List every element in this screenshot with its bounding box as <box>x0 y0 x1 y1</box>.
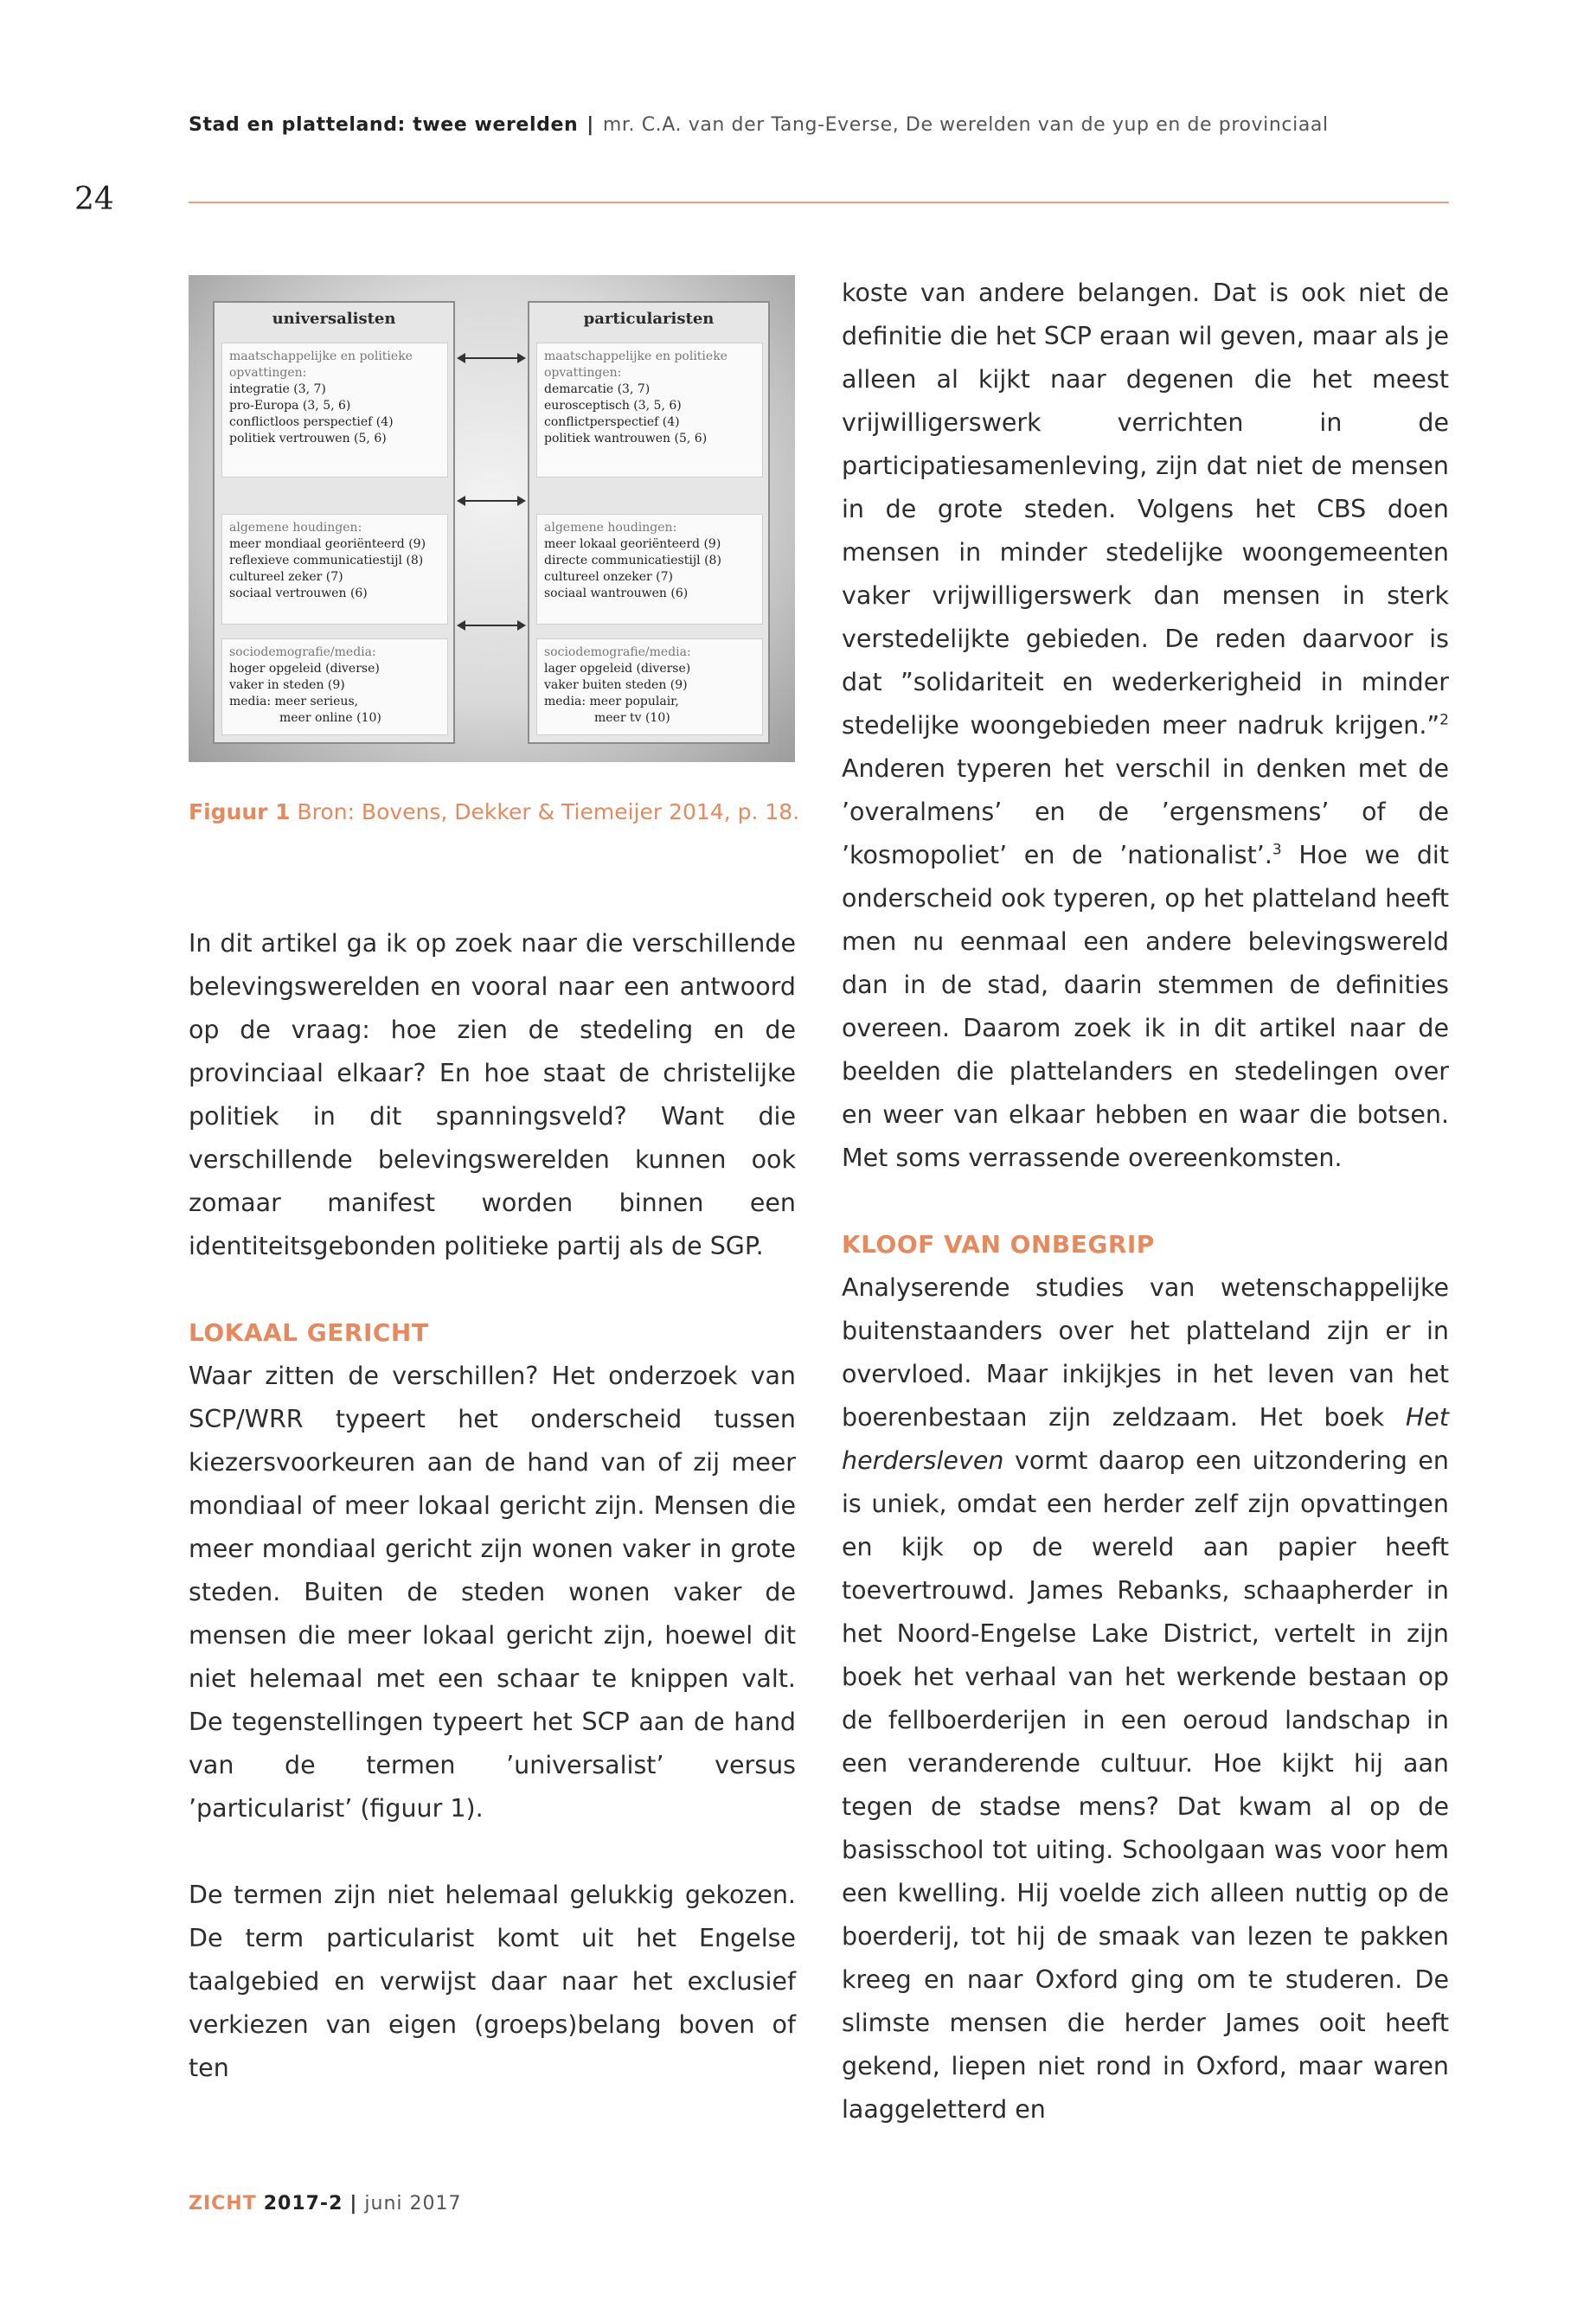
box-label: sociodemografie/media: <box>229 645 376 659</box>
running-header <box>189 114 1329 136</box>
box-item: conflictperspectief (4) <box>544 415 680 429</box>
universalists-column <box>213 301 455 744</box>
box-item: lager opgeleid (diverse) <box>544 662 691 676</box>
intro-paragraph: In dit artikel ga ik op zoek naar die verschillende belevingswerelden en vooral naar een antwoord op de vraag: hoe zien de stedeling en de provinciaal elkaar? En hoe staat de christelijke politiek in dit spanningsveld? Want die verschillende belevingswerelden kunnen ook zomaar manifest worden binnen een identiteitsgebonden politieke partij als de SGP. <box>189 929 796 1260</box>
left-column-body <box>189 922 796 2090</box>
box-label: sociodemografie/media: <box>544 645 691 659</box>
box-label: algemene houdingen: <box>229 521 362 535</box>
box-item: politiek vertrouwen (5, 6) <box>229 432 387 445</box>
particularists-opinions-box <box>536 343 763 478</box>
box-item: directe communicatiestijl (8) <box>544 554 721 567</box>
text-run: koste van andere belangen. Dat is ook niet de definitie die het SCP eraan wil geven, maar als je alleen al kijkt naar degenen die het meest vrijwilligerswerk verrichten in de participatiesamenleving, zijn dat niet de mensen in de grote steden. Volgens het CBS doen mensen in minder stedelijke woongemeenten vaker vrijwilligerswerk dan mensen in sterk verstedelijkte gebieden. De reden daarvoor is dat ”solidariteit en wederkerigheid in minder stedelijke woongebieden meer nadruk krijgen.” <box>842 279 1449 740</box>
book-title: Het herdersleven <box>842 1403 1449 1475</box>
box-item: eurosceptisch (3, 5, 6) <box>544 399 682 413</box>
footnote-ref: 3 <box>1272 841 1282 859</box>
footnote-ref: 2 <box>1439 711 1449 729</box>
section-heading-kloof-van-onbegrip: KLOOF VAN ONBEGRIP <box>842 1230 1155 1259</box>
double-arrow-icon <box>458 625 524 626</box>
box-item: conflictloos perspectief (4) <box>229 415 394 429</box>
box-item: meer tv (10) <box>594 711 670 725</box>
article-reference: mr. C.A. van der Tang-Everse, De werelden van de yup en de provinciaal <box>602 114 1329 136</box>
page-footer <box>189 2193 462 2214</box>
right-column-body <box>842 272 1449 2131</box>
footer-separator: | <box>349 2193 358 2214</box>
series-title: Stad en platteland: twee werelden <box>189 114 579 136</box>
box-label: maatschappelijke en politieke opvattingen: <box>544 349 727 380</box>
box-item: sociaal vertrouwen (6) <box>229 586 368 600</box>
box-item: demarcatie (3, 7) <box>544 382 651 396</box>
box-item: vaker buiten steden (9) <box>544 678 688 692</box>
particularists-demography-box <box>536 638 763 735</box>
box-item: media: meer serieus, <box>229 695 359 708</box>
double-arrow-icon <box>458 357 524 359</box>
box-item: politiek wantrouwen (5, 6) <box>544 432 708 445</box>
figure-caption <box>189 799 799 824</box>
text-run: Analyserende studies van wetenschappelijke buitenstaanders over het platteland zijn er in overvloed. Maar inkijkjes in het leven van het boerenbestaan zijn zeldzaam. Het boek <box>842 1273 1449 1432</box>
header-rule <box>189 202 1449 203</box>
body-paragraph <box>842 1266 1449 2131</box>
box-item: vaker in steden (9) <box>229 678 345 692</box>
magazine-brand: ZICHT <box>189 2193 257 2214</box>
box-item: cultureel zeker (7) <box>229 570 343 584</box>
particularists-column <box>528 301 770 744</box>
caption-label: Figuur 1 <box>189 799 291 824</box>
box-item: meer mondiaal georiënteerd (9) <box>229 537 426 551</box>
box-label: maatschappelijke en politieke opvattingen: <box>229 349 413 380</box>
body-paragraph: Waar zitten de verschillen? Het onderzoek van SCP/WRR typeert het onderscheid tussen kiezersvoorkeuren aan de hand van of zij meer mondiaal of meer lokaal gericht zijn. Mensen die meer mondiaal gericht zijn wonen vaker in grote steden. Buiten de steden wonen vaker de mensen die meer lokaal gericht zijn, hoewel dit niet helemaal met een schaar te knippen valt. De tegenstellingen typeert het SCP aan de hand van de termen ’universalist’ versus ’particularist’ (figuur 1). <box>189 1362 796 1823</box>
box-item: pro-Europa (3, 5, 6) <box>229 399 351 413</box>
box-item: hoger opgeleid (diverse) <box>229 662 380 676</box>
text-run: Hoe we dit onderscheid ook typeren, op het platteland heeft men nu eenmaal een andere belevingswereld dan in de stad, daarin stemmen de definities overeen. Daarom zoek ik in dit artikel naar de beelden die plattelanders en stedelingen over en weer van elkaar hebben en waar die botsen. Met soms verrassende overeenkomsten. <box>842 841 1449 1172</box>
caption-text: Bron: Bovens, Dekker & Tiemeijer 2014, p. 18. <box>290 799 800 824</box>
body-paragraph: De termen zijn niet helemaal gelukkig gekozen. De term particularist komt uit het Engelse taalgebied en verwijst daar naar het exclusief verkiezen van eigen (groeps)belang boven of ten <box>189 1881 796 2082</box>
header-separator: | <box>586 114 594 136</box>
particularists-title: particularisten <box>583 310 715 328</box>
particularists-attitudes-box <box>536 514 763 625</box>
text-run: Anderen typeren het verschil in denken met de ’overalmens’ en de ’ergensmens’ of de ’kosmopoliet’ en de ’nationalist’. <box>842 754 1449 869</box>
universalists-opinions-box <box>221 343 448 478</box>
section-heading-lokaal-gericht: LOKAAL GERICHT <box>189 1318 429 1347</box>
universalists-attitudes-box <box>221 514 448 625</box>
text-run: vormt daarop een uitzondering en is uniek, omdat een herder zelf zijn opvattingen en kijk op de wereld aan papier heeft toevertrouwd. James Rebanks, schaapherder in het Noord-Engelse Lake District, vertelt in zijn boek het verhaal van het werkende bestaan op de fellboerderijen in een oeroud landschap in een veranderende cultuur. Hoe kijkt hij aan tegen de stadse mens? Dat kwam al op de basisschool tot uiting. Schoolgaan was voor hem een kwelling. Hij voelde zich alleen nuttig op de boerderij, tot hij de smaak van lezen te pakken kreeg en naar Oxford ging om te studeren. De slimste mensen die herder James ooit heeft gekend, liepen niet rond in Oxford, maar waren laaggeletterd en <box>842 1446 1449 2124</box>
box-item: reflexieve communicatiestijl (8) <box>229 554 424 567</box>
box-item: integratie (3, 7) <box>229 382 326 396</box>
box-item: media: meer populair, <box>544 695 679 708</box>
box-item: meer lokaal georiënteerd (9) <box>544 537 721 551</box>
universalists-demography-box <box>221 638 448 735</box>
issue-number: 2017-2 <box>263 2193 343 2214</box>
universalists-title: universalisten <box>272 310 396 328</box>
body-paragraph <box>842 272 1449 1180</box>
issue-date: juni 2017 <box>364 2193 462 2214</box>
box-item: cultureel onzeker (7) <box>544 570 674 584</box>
box-item: meer online (10) <box>279 711 381 725</box>
box-item: sociaal wantrouwen (6) <box>544 586 689 600</box>
figure-1-diagram <box>189 275 795 762</box>
box-label: algemene houdingen: <box>544 521 677 535</box>
double-arrow-icon <box>458 500 524 502</box>
page-number: 24 <box>74 182 114 217</box>
